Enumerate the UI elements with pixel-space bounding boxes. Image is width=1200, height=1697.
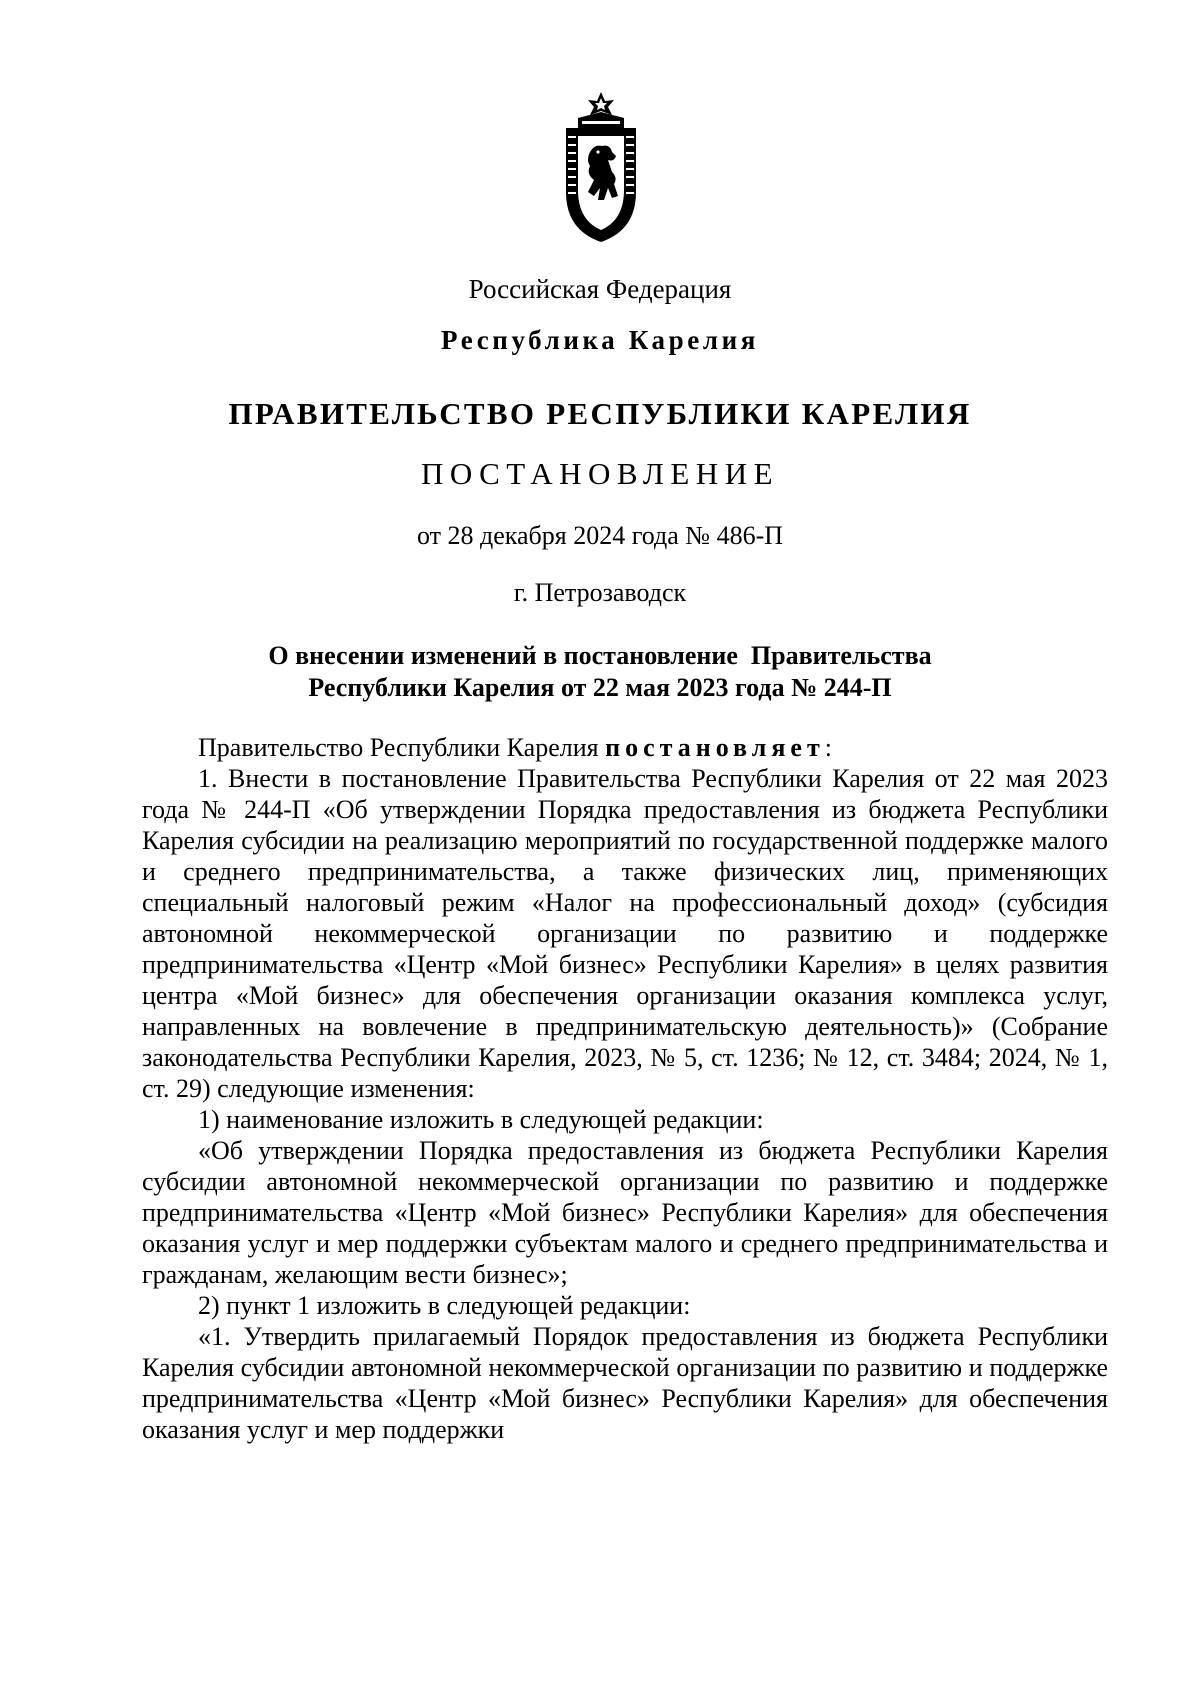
government-name: ПРАВИТЕЛЬСТВО РЕСПУБЛИКИ КАРЕЛИЯ bbox=[228, 396, 972, 431]
document-date-number: от 28 декабря 2024 года № 486-П bbox=[416, 521, 784, 550]
preamble-end: : bbox=[824, 733, 832, 762]
document-subject bbox=[0, 640, 1200, 704]
republic-name: Республика Карелия bbox=[441, 325, 759, 355]
body-paragraph: «1. Утвердить прилагаемый Порядок предоставления из бюджета Республики Карелия субсидии автономной некоммерческой организации по развитию и поддержке предпринимательства «Центр «Мой бизнес» Республики Карелия» для обеспечения оказания услуг и мер поддержки bbox=[142, 1322, 1108, 1444]
preamble bbox=[142, 732, 1108, 763]
document-type: ПОСТАНОВЛЕНИЕ bbox=[420, 456, 780, 491]
preamble-text: Правительство Республики Карелия bbox=[198, 733, 606, 762]
document-city: г. Петрозаводск bbox=[513, 578, 687, 607]
body-paragraph: 1) наименование изложить в следующей редакции: bbox=[198, 1105, 764, 1134]
document-body bbox=[142, 732, 1108, 1445]
subject-line-1: О внесении изменений в постановление Правительства bbox=[268, 641, 932, 670]
preamble-verb: постановляет bbox=[605, 733, 825, 762]
body-paragraph: 2) пункт 1 изложить в следующей редакции: bbox=[198, 1291, 691, 1320]
body-paragraph: 1. Внести в постановление Правительства Республики Карелия от 22 мая 2023 года № 244-П «Об утверждении Порядка предоставления из бюджета Республики Карелия субсидии на реализацию мероприятий по государственной поддержке малого и среднего предпринимательства, а также физических лиц, применяющих специальный налоговый режим «Налог на профессиональный доход» (субсидия автономной некоммерческой организации по развитию и поддержке предпринимательства «Центр «Мой бизнес» Республики Карелия» в целях развития центра «Мой бизнес» для обеспечения организации оказания комплекса услуг, направленных на вовлечение в предпринимательскую деятельность)» (Собрание законодательства Республики Карелия, 2023, № 5, ст. 1236; № 12, ст. 3484; 2024, № 1, ст. 29) следующие изменения: bbox=[142, 764, 1108, 1103]
country-name: Российская Федерация bbox=[468, 274, 732, 304]
body-paragraph: «Об утверждении Порядка предоставления из бюджета Республики Карелия субсидии автономной некоммерческой организации по развитию и поддержке предпринимательства «Центр «Мой бизнес» Республики Карелия» для обеспечения оказания услуг и мер поддержки субъектам малого и среднего предпринимательства и гражданам, желающим вести бизнес»; bbox=[142, 1136, 1108, 1289]
subject-line-2: Республики Карелия от 22 мая 2023 года № 244-П bbox=[308, 673, 892, 702]
coat-of-arms-emblem bbox=[556, 92, 646, 244]
